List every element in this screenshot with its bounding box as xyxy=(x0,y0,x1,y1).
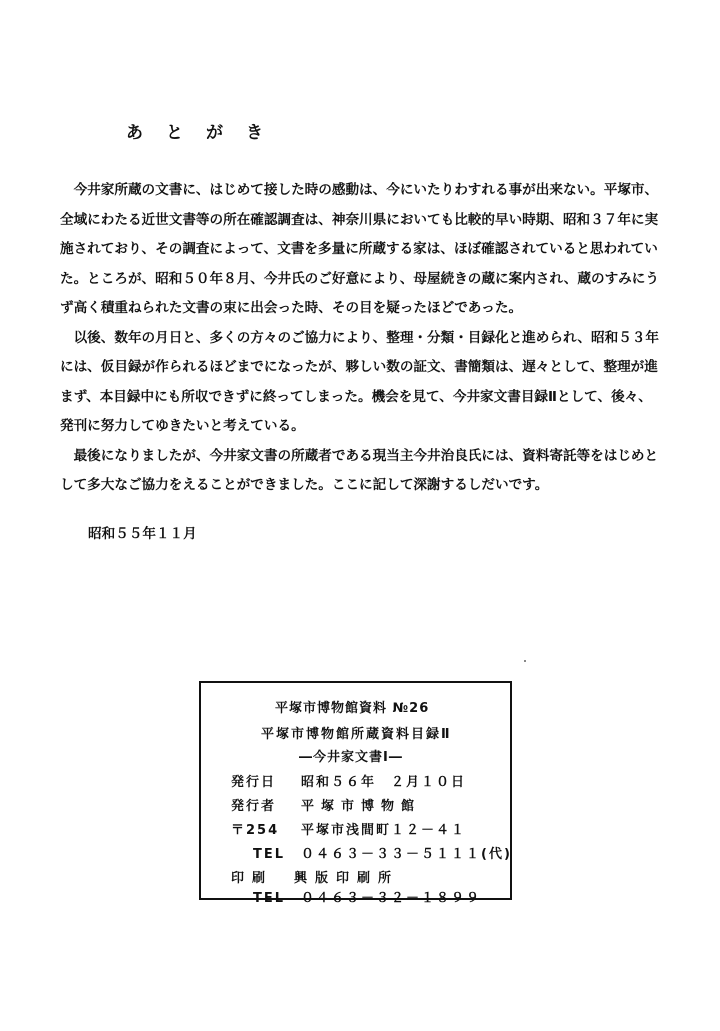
scan-speck xyxy=(524,660,526,662)
printer-row xyxy=(231,867,399,886)
printer-value: 印刷 興版印刷所 xyxy=(231,871,400,886)
text-line: た。ところが、昭和５０年８月、今井氏のご好意により、母屋続きの蔵に案内され、蔵のすみにう xyxy=(60,270,659,287)
text-line: 以後、数年の月日と、多くの方々のご協力により、整理・分類・目録化と進められ、昭和５３年 xyxy=(73,329,659,346)
paragraph-3 xyxy=(60,442,670,501)
publisher-label: 発行者 xyxy=(231,799,277,814)
printer-phone-value: ０４６３－３２－１８９９ xyxy=(301,891,482,906)
afterword-body xyxy=(60,176,670,501)
issue-date-value: 昭和５６年 ２月１０日 xyxy=(301,775,467,790)
printer-phone-label: TEL xyxy=(253,891,286,906)
text-line: には、仮目録が作られるほどまでになったが、夥しい数の証文、書簡類は、遅々として、整理が進 xyxy=(60,359,658,375)
afterword-heading: あとがき xyxy=(126,123,286,143)
text-line: まず、本目録中にも所収できずに終ってしまった。機会を見て、今井家文書目録Ⅱとして、後々、 xyxy=(60,388,652,405)
catalog-subtitle: ―今井家文書Ⅰ― xyxy=(299,750,403,765)
text-line: 施されており、その調査によって、文書を多量に所蔵する家は、ほぼ確認されていると思われてい xyxy=(60,241,658,257)
text-line: 最後になりましたが、今井家文書の所蔵者である現当主今井治良氏には、資料寄託等をはじめと xyxy=(73,447,659,464)
text-line: ず高く積重ねられた文書の束に出会った時、その目を疑ったほどであった。 xyxy=(60,300,523,316)
phone-label: TEL xyxy=(253,847,286,862)
colophon-box xyxy=(199,681,512,906)
publisher-row xyxy=(231,795,421,814)
text-line: 全域にわたる近世文書等の所在確認調査は、神奈川県においても比較的早い時期、昭和３７年に実 xyxy=(60,211,659,228)
text-line: 今井家所蔵の文書に、はじめて接した時の感動は、今にいたりわすれる事が出来ない。平塚市、 xyxy=(73,182,659,198)
text-line: 発刊に努力してゆきたいと考えている。 xyxy=(60,418,305,434)
paragraph-2 xyxy=(60,324,670,442)
address-row xyxy=(231,819,466,838)
publisher-value: 平塚市博物館 xyxy=(301,799,422,814)
issue-date-row xyxy=(231,771,466,790)
postal-code: 〒254 xyxy=(231,823,280,838)
catalog-title: 平塚市博物館所蔵資料目録Ⅱ xyxy=(261,727,452,742)
paragraph-1 xyxy=(60,176,670,324)
text-line: して多大なご協力をえることができました。ここに記して深謝するしだいです。 xyxy=(60,477,549,493)
issue-date-label: 発行日 xyxy=(231,775,277,790)
phone-row xyxy=(231,843,512,862)
afterword-date: 昭和５５年１１月 xyxy=(88,526,197,542)
address-value: 平塚市浅間町１２－４１ xyxy=(301,823,467,838)
phone-value: ０４６３－３３－５１１１(代) xyxy=(301,847,512,862)
series-number: 平塚市博物館資料 №26 xyxy=(275,701,430,716)
printer-phone-row xyxy=(231,887,481,906)
